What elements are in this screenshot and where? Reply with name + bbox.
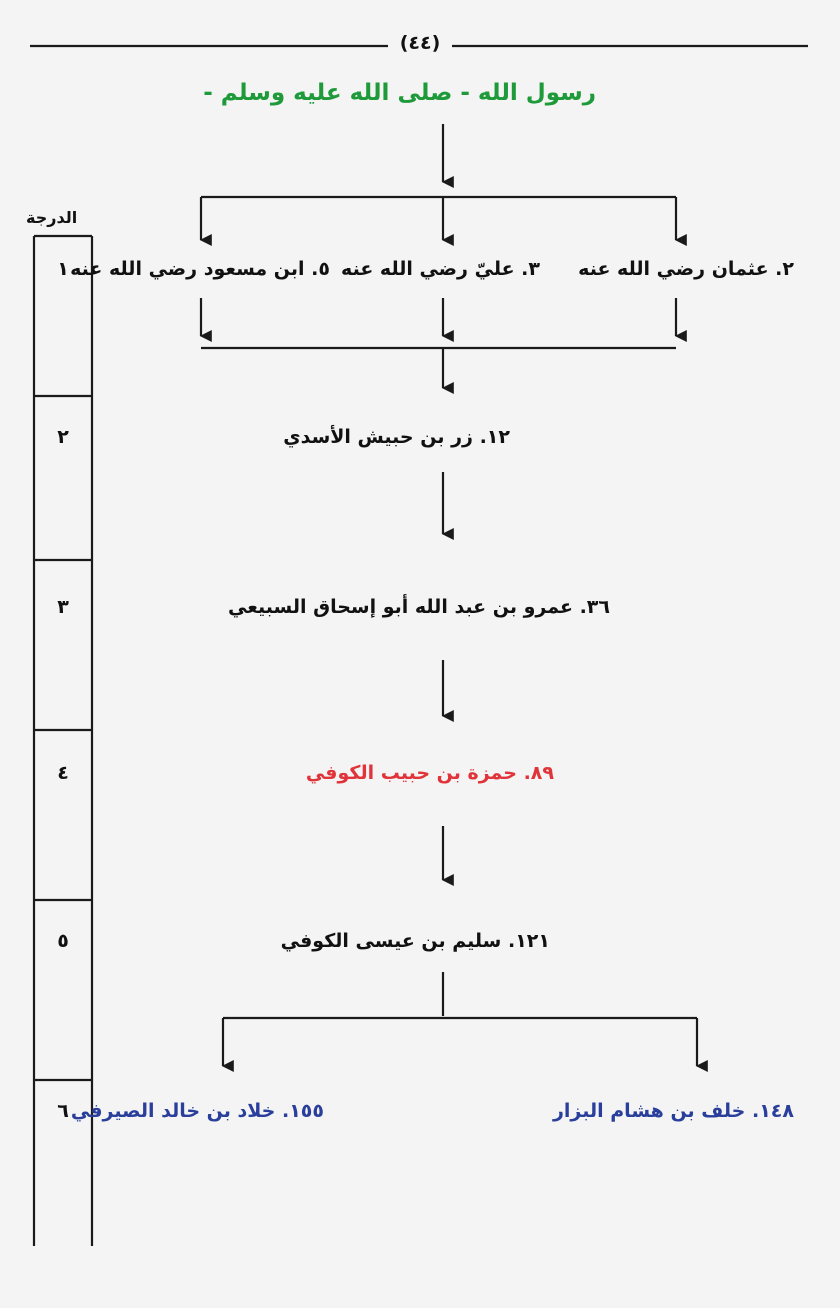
node-amr: ٣٦. عمرو بن عبد الله أبو إسحاق السبيعي bbox=[228, 596, 610, 618]
diagram-title: رسول الله - صلى الله عليه وسلم - bbox=[203, 80, 596, 106]
generation-number-3: ٣ bbox=[57, 596, 69, 618]
node-sulaym: ١٢١. سليم بن عيسى الكوفي bbox=[280, 930, 550, 952]
node-khallad: ١٥٥. خلاد بن خالد الصيرفي bbox=[70, 1100, 324, 1122]
generation-number-5: ٥ bbox=[57, 930, 69, 952]
node-hamza: ٨٩. حمزة بن حبيب الكوفي bbox=[305, 762, 554, 784]
node-zirr: ١٢. زر بن حبيش الأسدي bbox=[283, 426, 510, 448]
generation-number-1: ١ bbox=[57, 258, 69, 280]
generation-number-6: ٦ bbox=[57, 1100, 69, 1122]
page-number: (٤٤) bbox=[399, 32, 441, 54]
generation-number-2: ٢ bbox=[57, 426, 69, 448]
node-ibn-masud: ٥. ابن مسعود رضي الله عنه bbox=[70, 258, 330, 280]
node-ali: ٣. عليّ رضي الله عنه bbox=[341, 258, 540, 280]
node-khalaf: ١٤٨. خلف بن هشام البزار bbox=[552, 1100, 794, 1122]
node-uthman: ٢. عثمان رضي الله عنه bbox=[578, 258, 794, 280]
generation-header: الدرجة bbox=[26, 208, 78, 227]
generation-number-4: ٤ bbox=[57, 762, 69, 784]
